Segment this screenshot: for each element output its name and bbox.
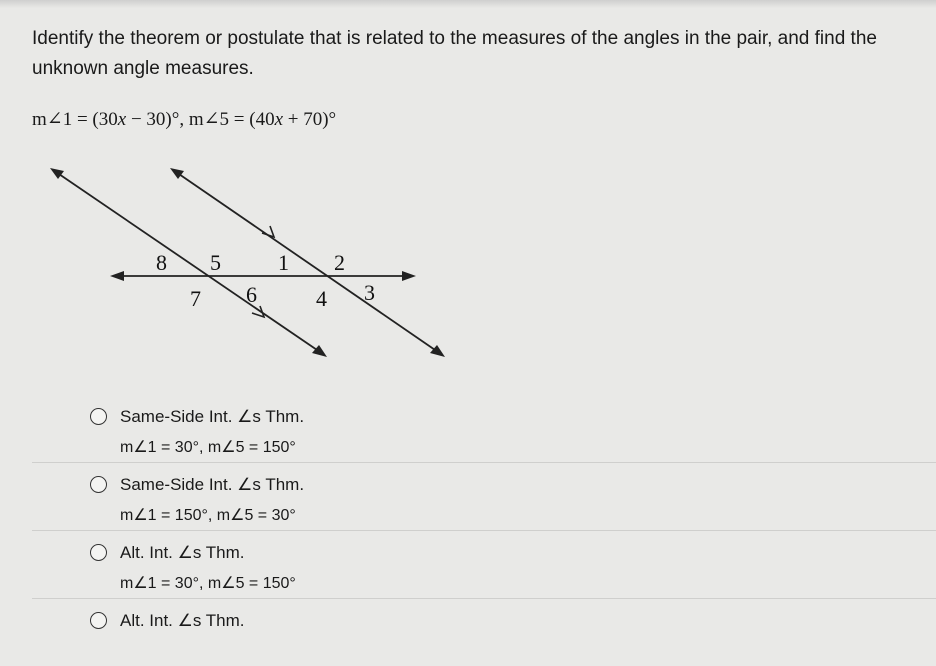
- answer-option-3[interactable]: [32, 531, 936, 599]
- line2-arrow-end: [430, 345, 445, 357]
- top-divider: [0, 0, 936, 8]
- radio-button-4[interactable]: [90, 612, 107, 629]
- answer-option-1[interactable]: [32, 395, 936, 463]
- option-3-values: m∠1 = 30°, m∠5 = 150°: [120, 575, 296, 592]
- radio-button-3[interactable]: [90, 544, 107, 561]
- question-prompt: Identify the theorem or postulate that is related to the measures of the angles in the pair, and find the unknown angle measures.: [32, 28, 877, 79]
- angle-label-5: 5: [210, 250, 221, 275]
- option-4-theorem: Alt. Int. ∠s Thm.: [120, 611, 245, 630]
- answer-options: [32, 395, 936, 666]
- transversal-arrow-left: [110, 271, 124, 281]
- option-3-theorem: Alt. Int. ∠s Thm.: [120, 543, 245, 562]
- option-1-theorem: Same-Side Int. ∠s Thm.: [120, 407, 305, 426]
- line1-arrow-end: [312, 345, 327, 357]
- option-2-values: m∠1 = 150°, m∠5 = 30°: [120, 507, 296, 524]
- line2-arrow-start: [170, 168, 184, 179]
- given-angle-expressions: [32, 108, 336, 131]
- given-part-3: + 70)°: [283, 109, 337, 130]
- angle-label-8: 8: [156, 250, 167, 275]
- given-variable-2: x: [274, 109, 284, 130]
- parallel-lines-figure: [40, 160, 460, 370]
- angle-label-3: 3: [364, 280, 375, 305]
- answer-option-4[interactable]: [32, 599, 936, 666]
- transversal-arrow-right: [402, 271, 416, 281]
- answer-option-2[interactable]: [32, 463, 936, 531]
- angle-label-2: 2: [334, 250, 345, 275]
- radio-button-2[interactable]: [90, 476, 107, 493]
- given-part-2: − 30)°, m∠5 = (40: [126, 109, 275, 130]
- given-variable-1: x: [117, 109, 127, 130]
- angle-label-4: 4: [316, 286, 327, 311]
- option-2-theorem: Same-Side Int. ∠s Thm.: [120, 475, 305, 494]
- line1-arrow-start: [50, 168, 64, 179]
- angle-label-1: 1: [278, 250, 289, 275]
- option-1-values: m∠1 = 30°, m∠5 = 150°: [120, 439, 296, 456]
- angle-label-6: 6: [246, 282, 257, 307]
- radio-button-1[interactable]: [90, 408, 107, 425]
- angle-label-7: 7: [190, 286, 201, 311]
- given-part-1: m∠1 = (30: [32, 109, 118, 130]
